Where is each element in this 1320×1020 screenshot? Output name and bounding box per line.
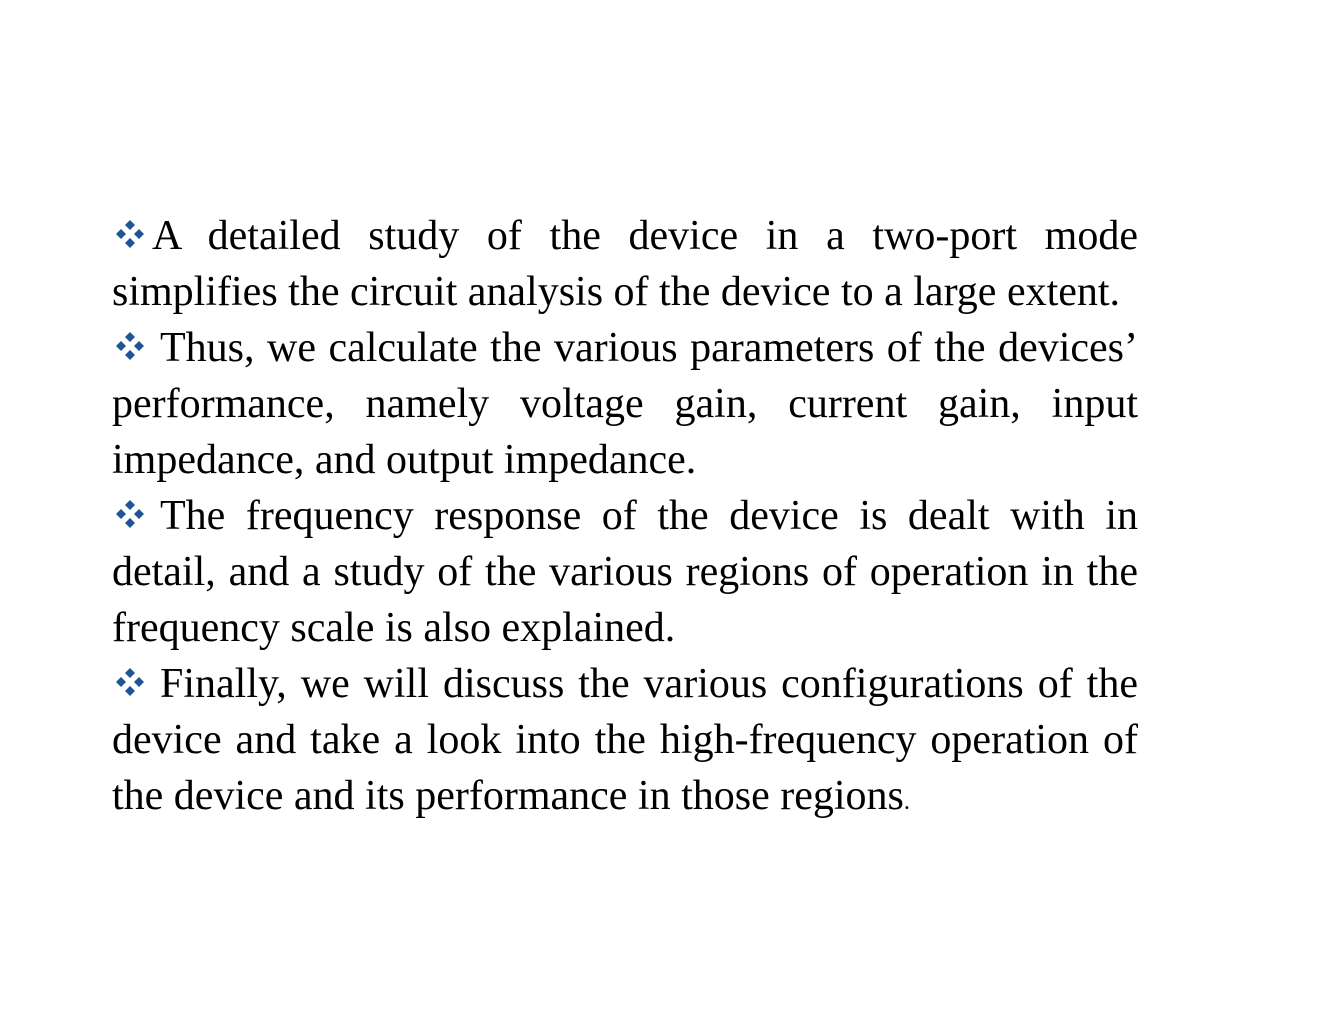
four-diamond-bullet-icon bbox=[112, 664, 148, 700]
four-diamond-bullet-icon bbox=[112, 328, 148, 364]
four-diamond-bullet-icon bbox=[112, 216, 148, 252]
bullet-list bbox=[112, 208, 1138, 830]
bullet-text: A detailed study of the device in a two-port mode simplifies the circuit analysis of the device to a large extent. bbox=[112, 213, 1138, 315]
bullet-text: Thus, we calculate the various parameters of the devices’ performance, namely voltage gain, current gain, input impedance, and output impedance. bbox=[112, 325, 1138, 483]
bullet-text: The frequency response of the device is dealt with in detail, and a study of the various regions of operation in the frequency scale is also explained. bbox=[112, 493, 1138, 651]
bullet-text: Finally, we will discuss the various configurations of the device and take a look into the high-frequency operation of the device and its performance in those regions bbox=[112, 661, 1138, 819]
bullet-item bbox=[112, 488, 1138, 656]
trailing-period: . bbox=[903, 789, 910, 815]
bullet-item bbox=[112, 208, 1138, 320]
bullet-item bbox=[112, 320, 1138, 488]
four-diamond-bullet-icon bbox=[112, 496, 148, 532]
bullet-item bbox=[112, 656, 1138, 830]
